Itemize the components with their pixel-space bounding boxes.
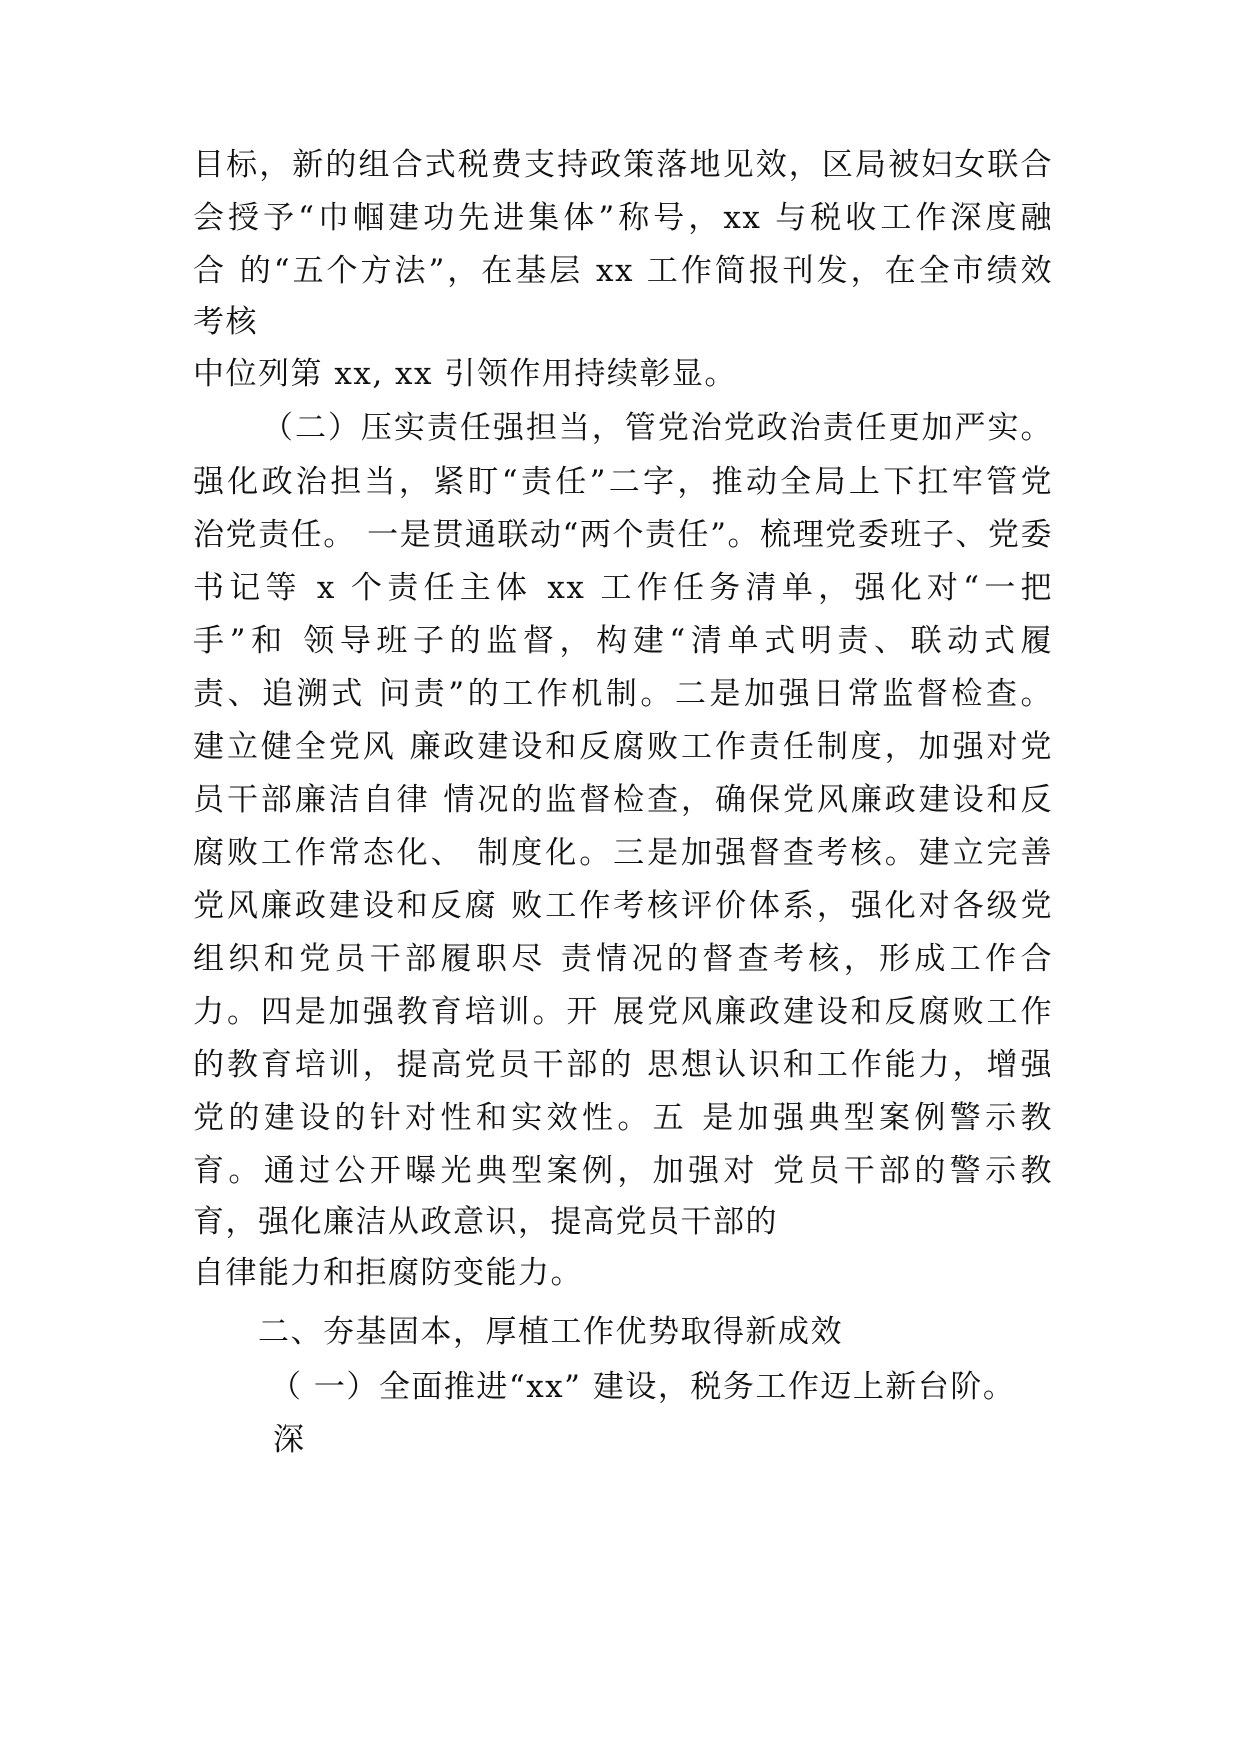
- body-text-line: 的教育培训，提高党员干部的 思想认识和工作能力，增强: [193, 1047, 1053, 1083]
- body-text-line: 深: [273, 1422, 306, 1458]
- body-text-line: 目标，新的组合式税费支持政策落地见效，区局被妇女联合: [193, 147, 1053, 183]
- section-subheading-2-1: （ 一）全面推进“xx” 建设，税务工作迈上新台阶。: [270, 1369, 1016, 1405]
- body-text-line: 建立健全党风 廉政建设和反腐败工作责任制度，加强对党: [193, 729, 1053, 765]
- body-text-line: 合 的“五个方法”，在基层 xx 工作简报刊发，在全市绩效: [193, 253, 1053, 289]
- body-text-line: 育。通过公开曝光典型案例，加强对 党员干部的警示教: [193, 1153, 1053, 1189]
- body-text-line: 腐败工作常态化、 制度化。三是加强督查考核。建立完善: [193, 835, 1053, 871]
- body-text-line: 手”和 领导班子的监督，构建“清单式明责、联动式履: [193, 623, 1053, 659]
- body-text-line: 员干部廉洁自律 情况的监督检查，确保党风廉政建设和反: [193, 782, 1053, 818]
- body-text-line: 组织和党员干部履职尽 责情况的督查考核，形成工作合: [193, 941, 1053, 977]
- body-text-line: 书记等 x 个责任主体 xx 工作任务清单，强化对“一把: [193, 570, 1053, 606]
- section-heading-2: 二、夯基固本，厚植工作优势取得新成效: [258, 1314, 843, 1350]
- section-subheading-2: （二）压实责任强担当，管党治党政治责任更加严实。: [262, 410, 1053, 446]
- body-text-line: 育，强化廉洁从政意识，提高党员干部的: [193, 1204, 778, 1240]
- body-text-line: 会授予“巾帼建功先进集体”称号，xx 与税收工作深度融: [193, 200, 1053, 236]
- body-text-line: 强化政治担当，紧盯“责任”二字，推动全局上下扛牢管党: [193, 464, 1053, 500]
- body-text-line: 治党责任。 一是贯通联动“两个责任”。梳理党委班子、党委: [193, 517, 1053, 553]
- body-text-line: 责、追溯式 问责”的工作机制。二是加强日常监督检查。: [193, 676, 1053, 712]
- body-text-line: 党的建设的针对性和实效性。五 是加强典型案例警示教: [193, 1100, 1053, 1136]
- body-text-line: 自律能力和拒腐防变能力。: [193, 1255, 583, 1291]
- body-text-line: 力。四是加强教育培训。开 展党风廉政建设和反腐败工作: [193, 994, 1053, 1030]
- body-text-line: 中位列第 xx, xx 引领作用持续彰显。: [193, 356, 737, 392]
- body-text-line: 党风廉政建设和反腐 败工作考核评价体系，强化对各级党: [193, 888, 1053, 924]
- body-text-line: 考核: [193, 304, 258, 340]
